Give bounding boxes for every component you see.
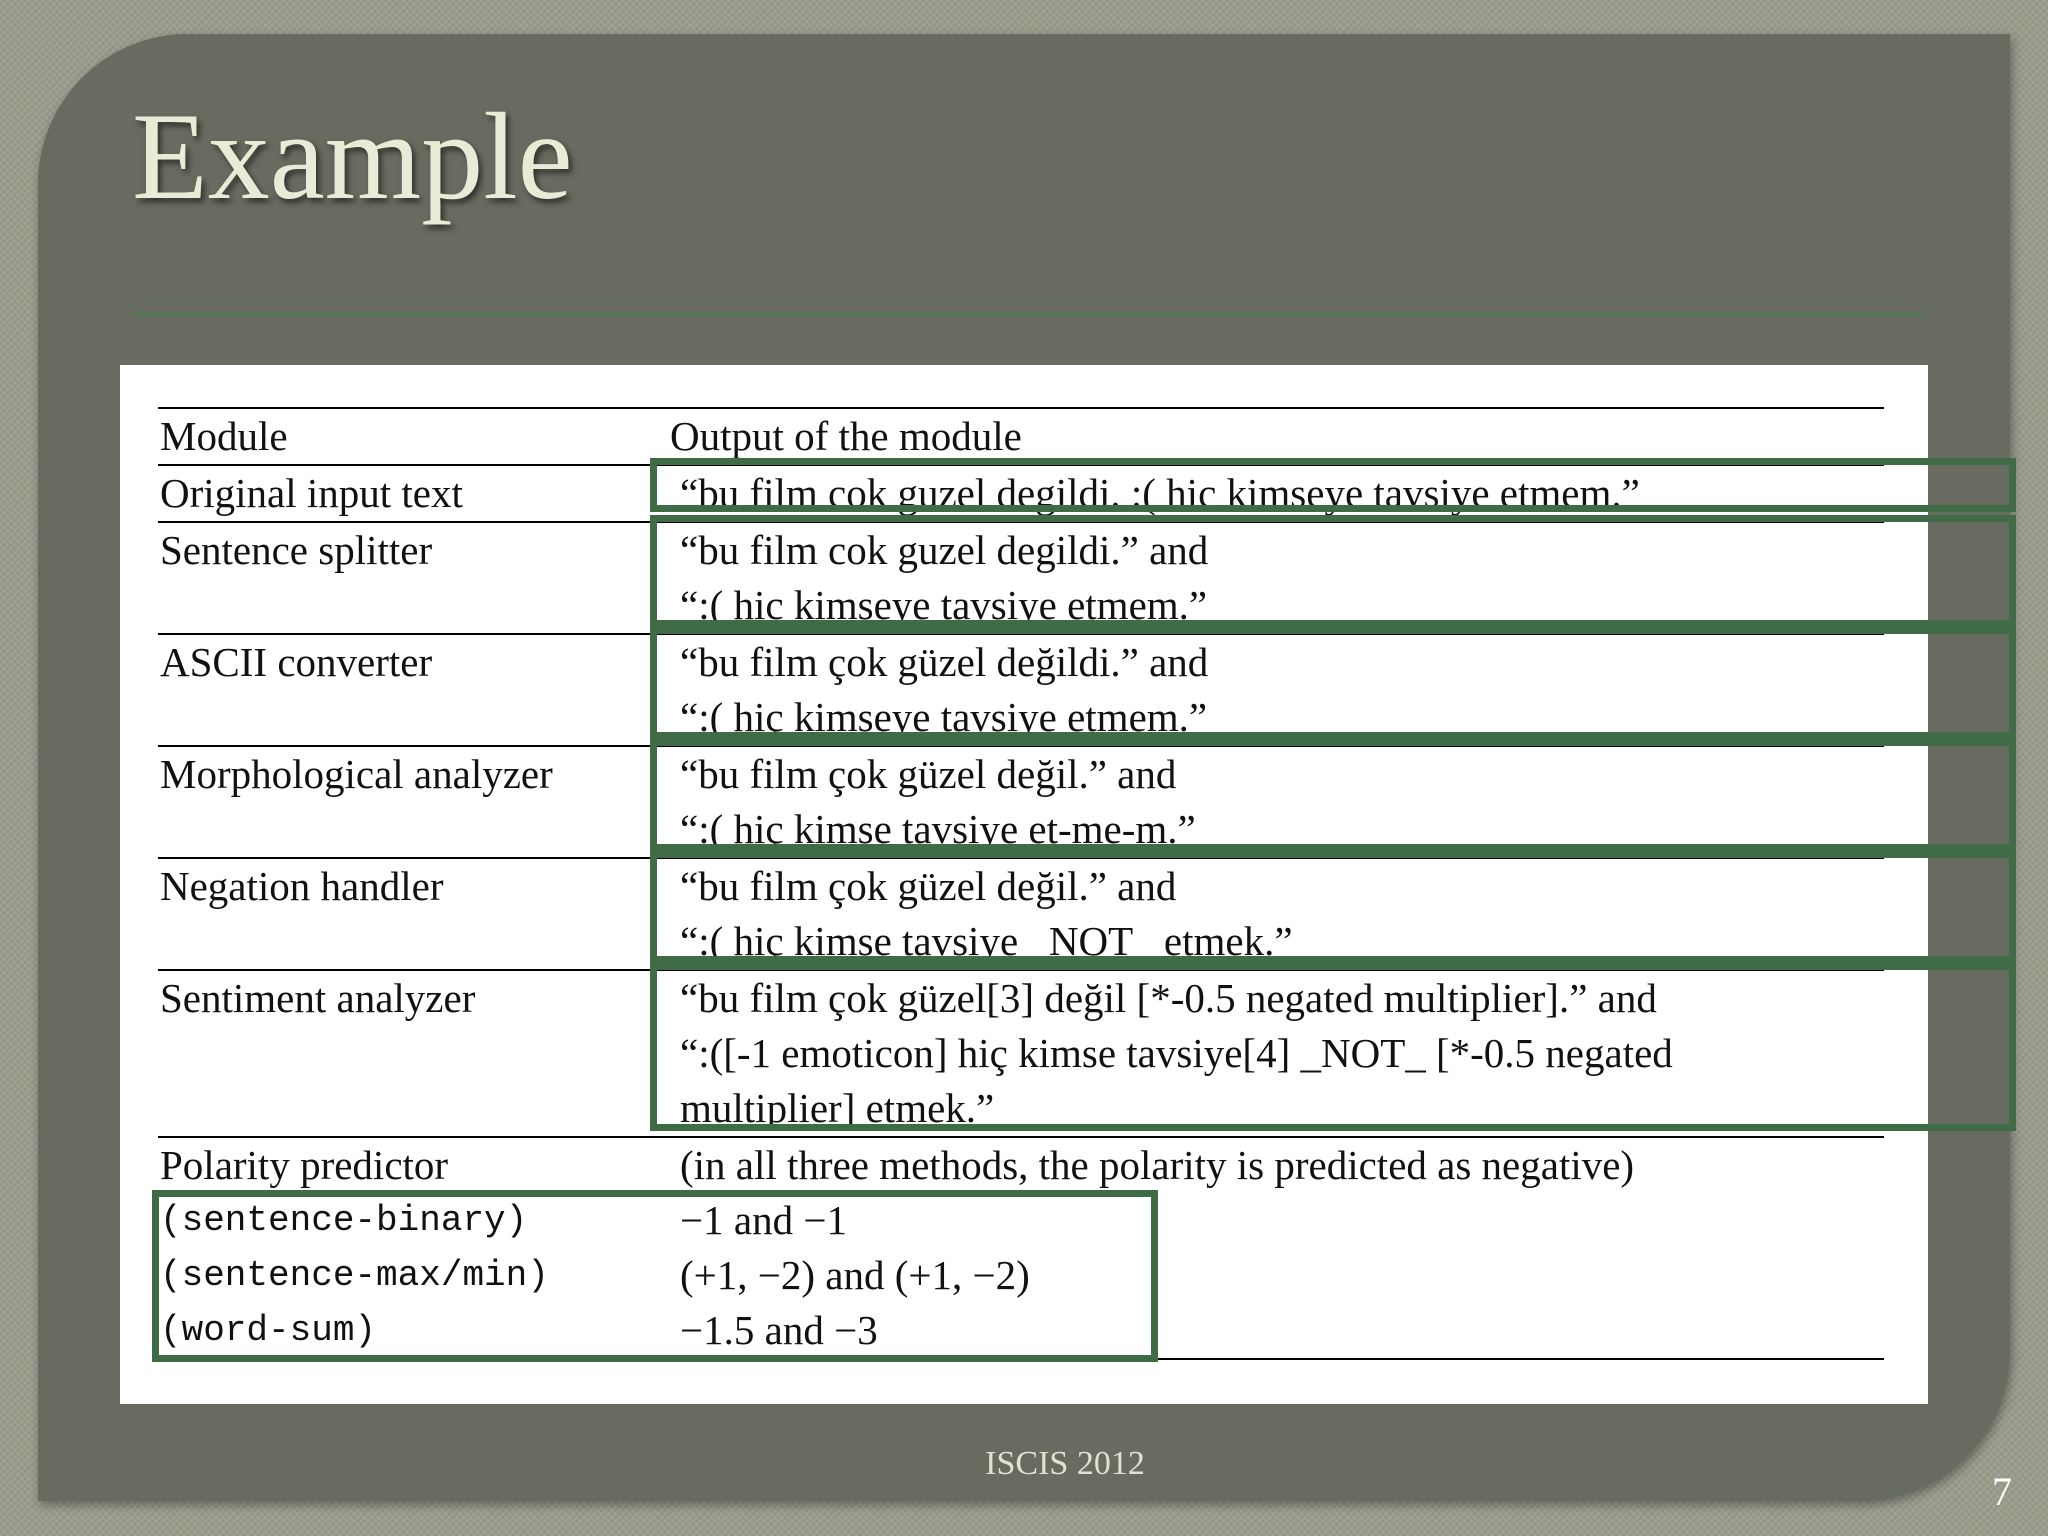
- table-wrapper: [158, 407, 1884, 1360]
- method-value: −1.5 and −3: [668, 1303, 1884, 1359]
- title-divider: [132, 313, 1924, 316]
- output-line: “bu film cok guzel degildi. :( hic kimseye tavsiye etmem.”: [680, 470, 1640, 516]
- method-value: −1 and −1: [680, 1197, 847, 1243]
- method-name: (word-sum): [158, 1303, 668, 1359]
- table-row: [158, 970, 1884, 1137]
- output-line: “bu film cok guzel degildi.” and: [680, 527, 1209, 573]
- method-value: (+1, −2) and (+1, −2): [680, 1252, 1030, 1298]
- table-row: [158, 1137, 1884, 1193]
- output-cell: [668, 970, 1884, 1137]
- output-cell: [668, 858, 1884, 970]
- method-name: (sentence-max/min): [160, 1255, 549, 1296]
- slide-title: Example: [132, 88, 573, 225]
- header-module: Module: [158, 408, 668, 465]
- output-line: “bu film çok güzel değil.” and: [680, 863, 1177, 909]
- module-output-table: [158, 407, 1884, 1360]
- output-line: “bu film çok güzel değil.” and: [680, 751, 1177, 797]
- output-cell: [668, 522, 1884, 634]
- module-cell: Sentence splitter: [158, 522, 668, 634]
- method-row: [158, 1193, 1884, 1248]
- method-name: (sentence-binary): [160, 1200, 528, 1241]
- module-cell: Original input text: [158, 465, 668, 522]
- module-cell: Sentiment analyzer: [158, 970, 668, 1137]
- table-header-row: [158, 408, 1884, 465]
- module-cell: ASCII converter: [158, 634, 668, 746]
- output-line: “bu film çok güzel[3] değil [*-0.5 negated multiplier].” and: [680, 975, 1657, 1021]
- slide-footer: ISCIS 2012: [985, 1445, 1145, 1482]
- output-cell: [668, 634, 1884, 746]
- method-row: [158, 1248, 1884, 1303]
- module-cell: Negation handler: [158, 858, 668, 970]
- output-line: “:( hiç kimseye tavsiye etmem.”: [680, 694, 1208, 740]
- output-line: “:([-1 emoticon] hiç kimse tavsiye[4] _NOT_ [*-0.5 negated: [680, 1030, 1673, 1076]
- output-line: “:( hiç kimse tavsiye et-me-m.”: [680, 806, 1196, 852]
- output-line: “:( hic kimseye tavsiye etmem.”: [680, 582, 1208, 628]
- output-line: “:( hiç kimse tavsiye _NOT_ etmek.”: [680, 918, 1293, 964]
- table-row: [158, 746, 1884, 858]
- table-row: [158, 634, 1884, 746]
- output-line: “bu film çok güzel değildi.” and: [680, 639, 1209, 685]
- header-output: Output of the module: [668, 408, 1884, 465]
- table-row: [158, 465, 1884, 522]
- output-cell: [668, 465, 1884, 522]
- page-number: 7: [1992, 1469, 2012, 1514]
- method-row: [158, 1303, 1884, 1359]
- table-panel: [120, 365, 1928, 1404]
- table-row: [158, 522, 1884, 634]
- output-line: multiplier] etmek.”: [680, 1085, 995, 1131]
- table-row: [158, 858, 1884, 970]
- module-cell: Morphological analyzer: [158, 746, 668, 858]
- output-cell: (in all three methods, the polarity is predicted as negative): [680, 1142, 1635, 1188]
- output-cell: [668, 746, 1884, 858]
- module-cell: Polarity predictor: [160, 1142, 449, 1188]
